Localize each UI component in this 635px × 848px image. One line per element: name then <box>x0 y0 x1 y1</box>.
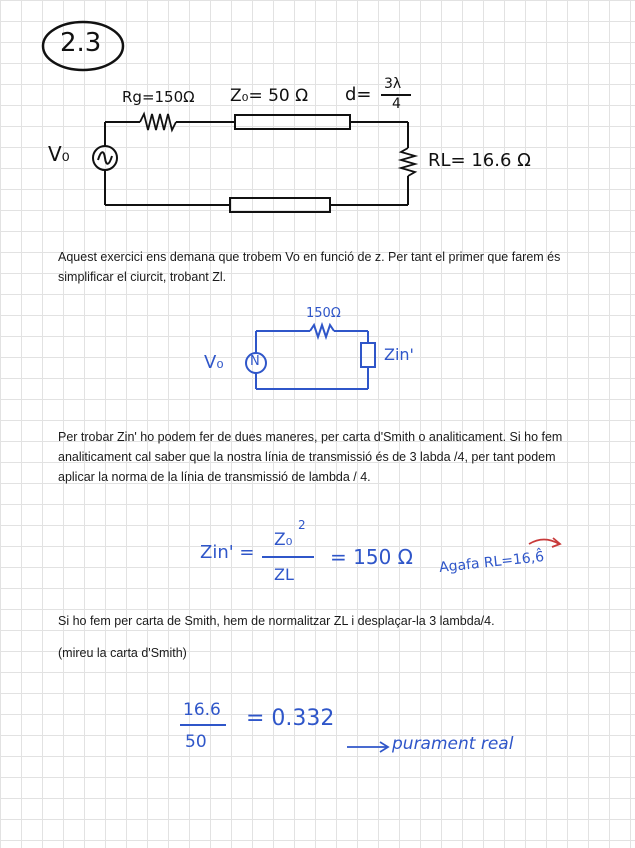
circuit-1 <box>80 110 480 240</box>
formula-lhs: Zin' = <box>200 542 255 563</box>
arrow-right-icon <box>345 739 395 755</box>
formula-fraction-line <box>262 556 314 558</box>
zin-box <box>361 343 375 367</box>
circuit2-source-label: V₀ <box>204 352 224 373</box>
circuit-2 <box>240 325 400 405</box>
paragraph-2: Per trobar Zin' ho podem fer de dues maneres, per carta d'Smith o analiticament. Si ho fem analiticament cal saber que la nostra línia de transmissió és de 3 labda /4, per tant podem aplicar la norma de la línia de transmissió de lambda / 4. <box>58 430 563 484</box>
circuit2-resistor-label: 150Ω <box>306 306 341 321</box>
formula-denominator: ZL <box>274 565 294 584</box>
z0-label: Z₀= 50 Ω <box>230 86 309 106</box>
red-arrow-icon <box>527 532 567 552</box>
paragraph-3: Si ho fem per carta de Smith, hem de normalitzar ZL i desplaçar-la 3 lambda/4. <box>58 614 495 628</box>
d-denominator: 4 <box>392 96 401 112</box>
problem-number: 2.3 <box>60 28 102 58</box>
formula-exponent: 2 <box>298 518 306 532</box>
formula-result: = 150 Ω <box>330 545 413 569</box>
transmission-line-top <box>235 115 350 129</box>
rl-label: RL= 16.6 Ω <box>428 150 531 171</box>
paragraph-4: (mireu la carta d'Smith) <box>58 646 187 660</box>
normalize-fraction-line <box>180 724 226 726</box>
normalize-denominator: 50 <box>185 732 207 752</box>
formula-note: Agafa RL=16,6̂ <box>438 549 545 576</box>
normalize-result: = 0.332 <box>246 706 335 731</box>
transmission-line-bottom <box>230 198 330 212</box>
normalize-numerator: 16.6 <box>183 700 221 720</box>
zin-label: Zin' <box>384 345 414 364</box>
d-label: d= <box>345 84 372 105</box>
normalize-note: purament real <box>392 734 514 754</box>
rg-label: Rg=150Ω <box>122 88 195 106</box>
paragraph-1: Aquest exercici ens demana que trobem Vo en funció de z. Per tant el primer que farem és simplificar el ciurcit, trobant Zl. <box>58 250 561 284</box>
source-label: V₀ <box>48 142 70 166</box>
formula-numerator: Z₀ <box>274 530 293 550</box>
source-n-glyph: N <box>250 354 260 369</box>
d-numerator: 3λ <box>384 76 402 92</box>
